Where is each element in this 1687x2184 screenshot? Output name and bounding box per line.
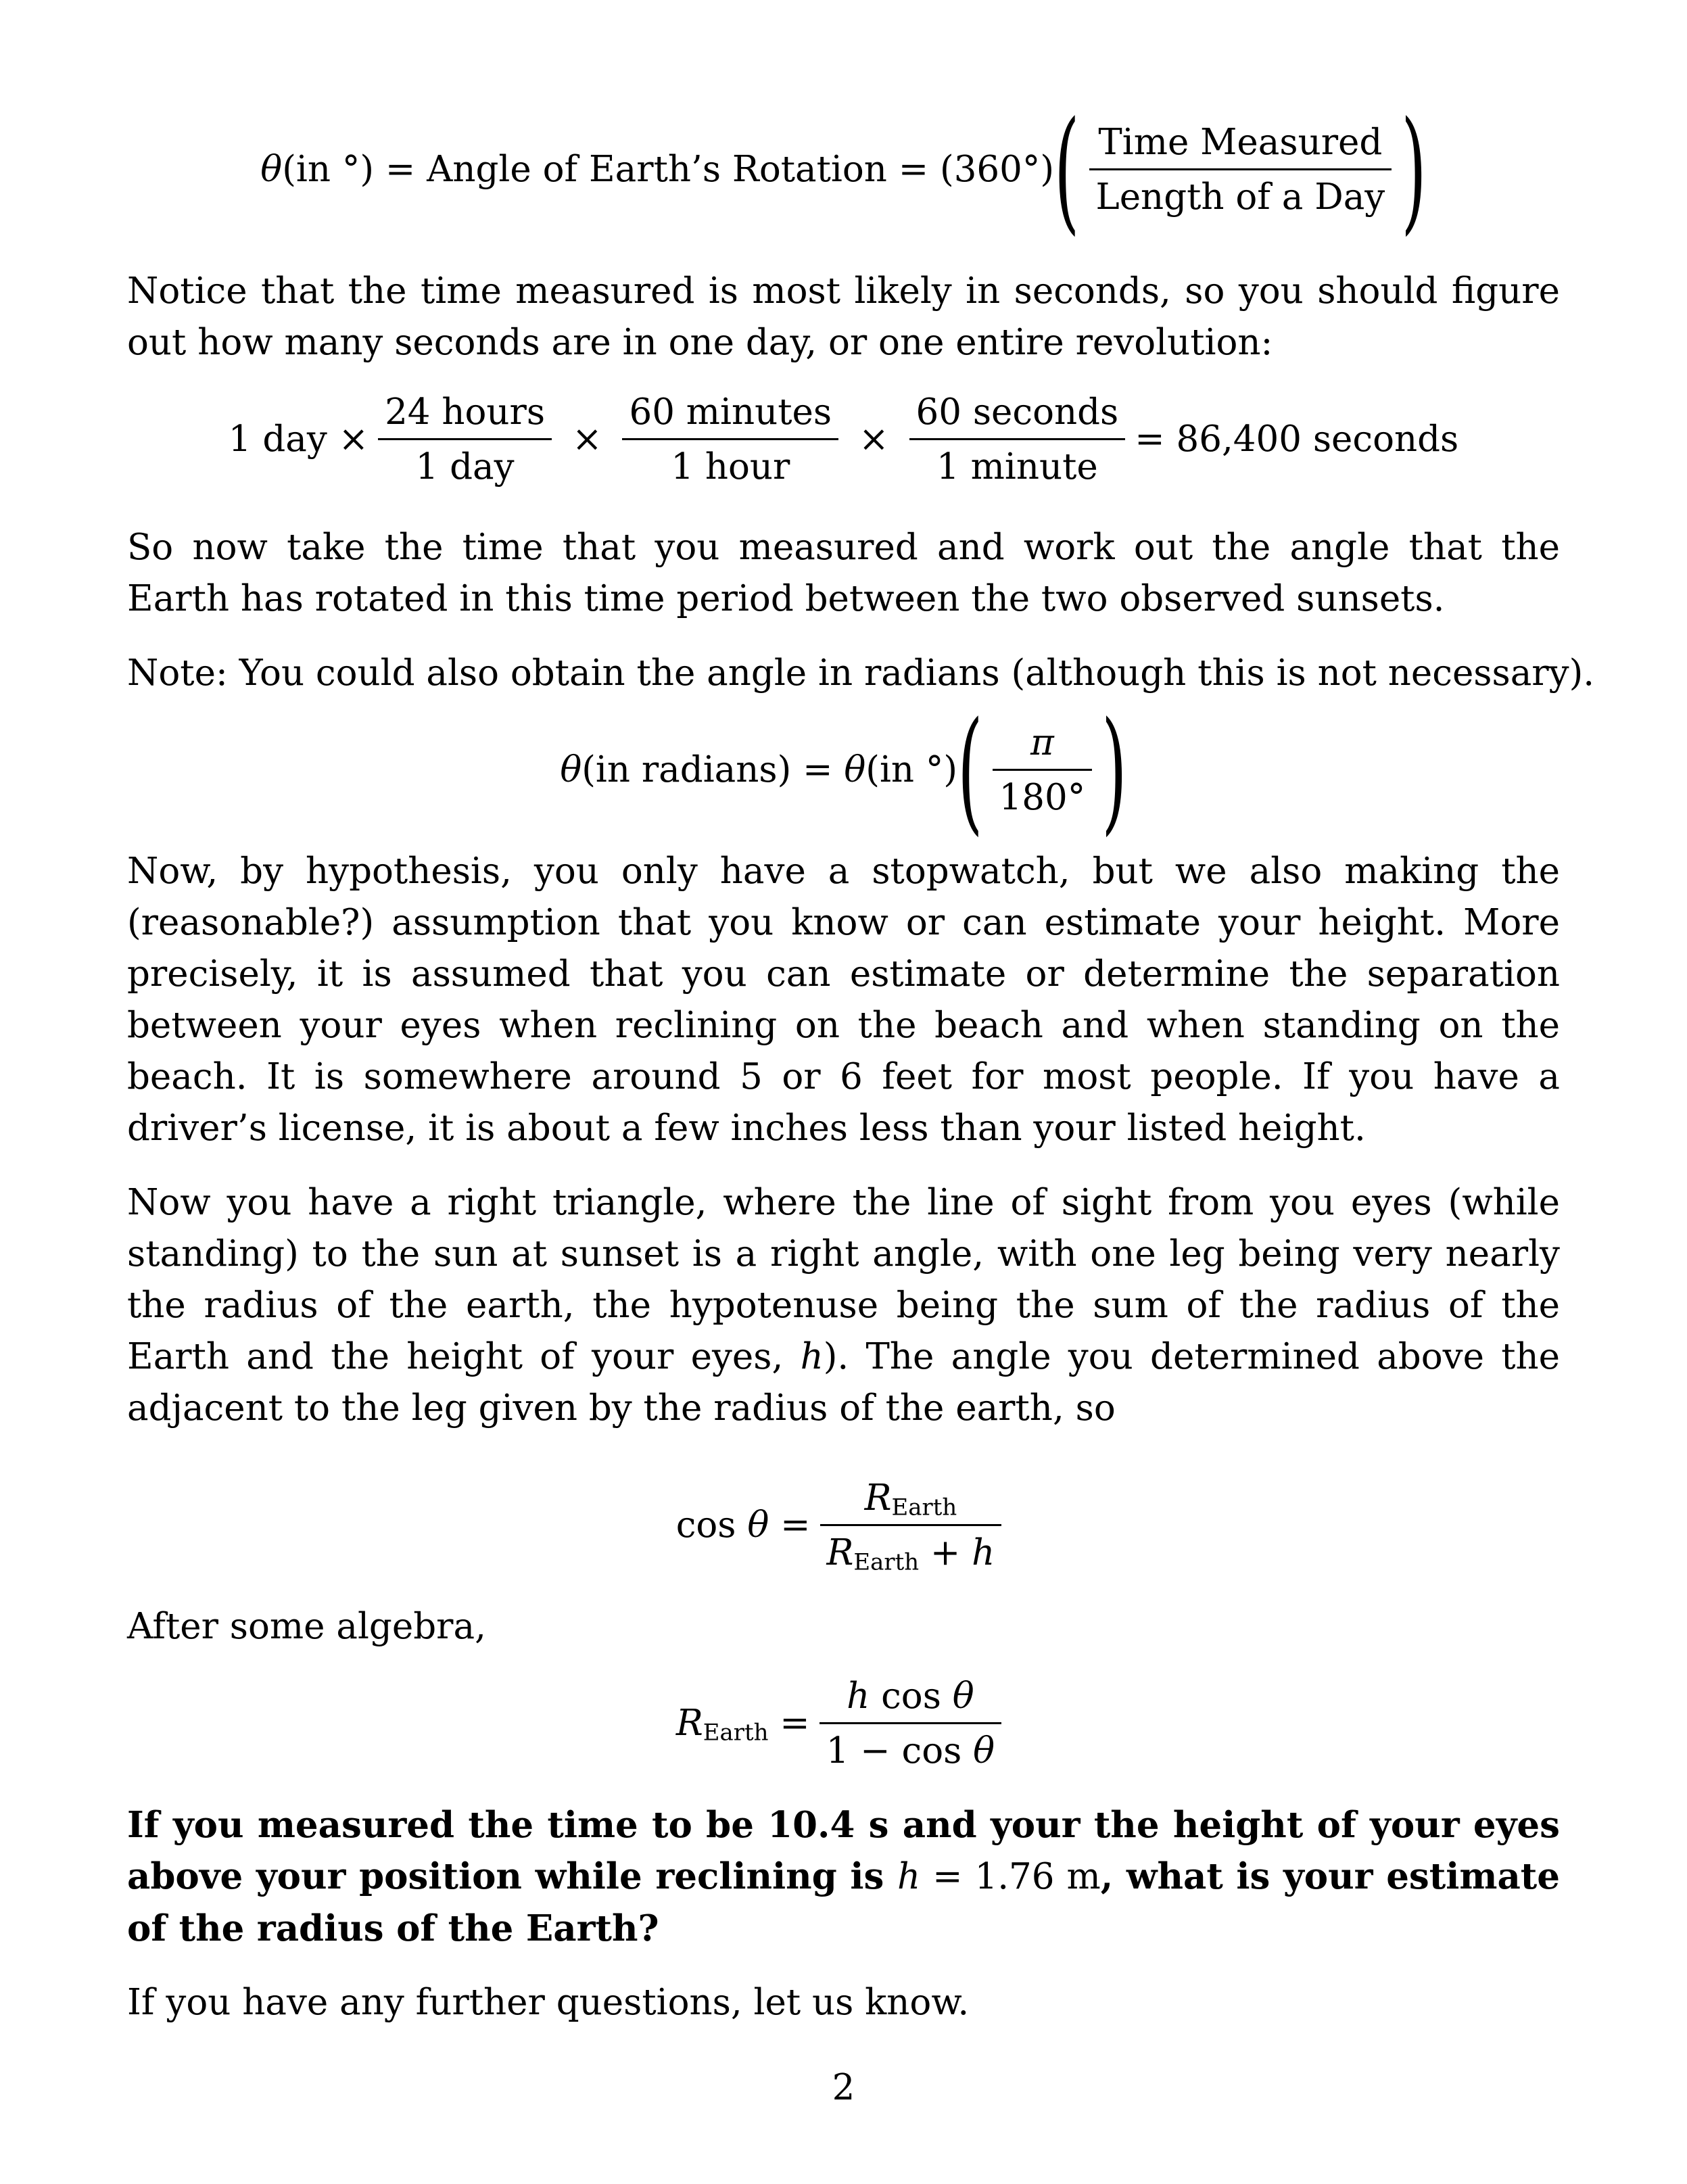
- cos-text: cos: [675, 1504, 748, 1546]
- theta-symbol: θ: [560, 749, 582, 791]
- fraction-time-measured-over-day-length: [1089, 122, 1392, 218]
- pi-symbol: π: [1030, 722, 1054, 763]
- theta-symbol: θ: [747, 1504, 769, 1546]
- eq3-lhs: [560, 748, 957, 792]
- paragraph-work-out-angle: So now take the time that you measured and work out the angle that the Earth has rotated in this time period between the two observed sunsets.: [127, 527, 1560, 619]
- h-symbol: h: [847, 1676, 870, 1717]
- eq3-degrees-text: (in °): [865, 749, 958, 791]
- fraction-numerator: [820, 1477, 1002, 1524]
- fraction-numerator: Time Measured: [1098, 122, 1383, 163]
- R-symbol: R: [864, 1477, 892, 1519]
- earth-subscript: Earth: [853, 1548, 920, 1575]
- fraction-denominator: 1 minute: [909, 438, 1126, 488]
- multiplication-sign: ×: [859, 419, 889, 460]
- theta-symbol: θ: [973, 1730, 995, 1772]
- left-paren: (: [1054, 92, 1080, 248]
- p4-text-b: ). The angle you determined above the adjacent to the leg given by the radius of the earth, so: [127, 1336, 1560, 1429]
- right-paren: ): [1401, 92, 1427, 248]
- R-symbol: R: [675, 1703, 703, 1744]
- fraction-numerator: 60 minutes: [629, 391, 832, 433]
- eq2-result: = 86,400 seconds: [1135, 419, 1459, 460]
- fraction-hours-per-day: [378, 391, 552, 488]
- fraction-hcos-over-one-minus-cos: [819, 1676, 1001, 1772]
- paragraph-closing: If you have any further questions, let us know.: [127, 1982, 970, 2023]
- right-paren: ): [1101, 692, 1127, 849]
- fraction-denominator: Length of a Day: [1089, 168, 1392, 218]
- equation-earth-rotation-angle: [127, 92, 1560, 248]
- eq1-lhs: [260, 147, 1054, 192]
- cos-text: cos: [870, 1676, 953, 1717]
- one-minus-cos-text: 1 − cos: [826, 1730, 974, 1772]
- fraction-pi-over-180: [993, 722, 1093, 819]
- paragraph-notice-seconds: Notice that the time measured is most likely in seconds, so you should figure out how many seconds are in one day, or one entire revolution:: [127, 270, 1560, 363]
- earth-subscript: Earth: [891, 1494, 957, 1521]
- paragraph-note-radians: Note: You could also obtain the angle in radians (although this is not necessary).: [127, 652, 1595, 694]
- left-paren: (: [957, 692, 983, 849]
- multiplication-sign: ×: [572, 419, 602, 460]
- fraction-radius-over-radius-plus-h: [820, 1477, 1002, 1574]
- eq1-lhs-text: (in °) = Angle of Earth’s Rotation = (360°): [282, 149, 1055, 191]
- page-number: 2: [832, 2067, 855, 2108]
- fraction-numerator: 60 seconds: [916, 391, 1119, 433]
- eq2-prefix: 1 day ×: [228, 419, 369, 460]
- fraction-denominator: 1 day: [378, 438, 552, 488]
- fraction-numerator: [819, 1676, 1001, 1722]
- fraction-numerator: [993, 722, 1093, 769]
- equals-sign: =: [768, 1703, 810, 1744]
- earth-subscript: Earth: [703, 1719, 769, 1746]
- page-footer: [127, 2062, 1560, 2114]
- fraction-minutes-per-hour: [622, 391, 838, 488]
- theta-symbol: θ: [844, 749, 866, 791]
- paragraph-stopwatch-hypothesis: Now, by hypothesis, you only have a stopwatch, but we also making the (reasonable?) assumption that you know or can estimate your height. More precisely, it is assumed that you can estimate or determine the separation between your eyes when reclining on the beach and when standing on the beach. It is somewhere around 5 or 6 feet for most people. If you have a driver’s license, it is about a few inches less than your listed height.: [127, 851, 1560, 1149]
- equation-cosine-relation: [127, 1477, 1560, 1574]
- question-text-a: If you measured the time to be 10.4 s and your the height of your eyes above your position while reclining is: [127, 1804, 1560, 1897]
- fraction-denominator: 180°: [993, 769, 1093, 819]
- theta-symbol: θ: [260, 149, 283, 191]
- equation-seconds-per-day: [127, 391, 1560, 488]
- fraction-denominator: [820, 1524, 1002, 1574]
- h-symbol: h: [972, 1532, 995, 1573]
- eq4-lhs: [676, 1503, 811, 1548]
- equals-sign: =: [769, 1504, 811, 1546]
- paragraph-right-triangle: [127, 1177, 1560, 1434]
- h-value-text: = 1.76 m: [920, 1856, 1101, 1897]
- theta-symbol: θ: [952, 1676, 974, 1717]
- paragraph-question-bold: [127, 1799, 1560, 1954]
- plus-sign: +: [919, 1532, 972, 1573]
- p4-text-a: Now you have a right triangle, where the line of sight from you eyes (while standing) to the sun at sunset is a right angle, with one leg being very nearly the radius of the earth, the hypotenuse being the sum of the radius of the Earth and the height of your eyes,: [127, 1182, 1560, 1377]
- fraction-denominator: [819, 1722, 1001, 1772]
- question-text-b: , what is your estimate of the radius of the Earth?: [127, 1855, 1560, 1949]
- equation-earth-radius: [127, 1676, 1560, 1772]
- fraction-seconds-per-minute: [909, 391, 1126, 488]
- h-symbol: h: [897, 1856, 921, 1897]
- equation-radians-conversion: [127, 692, 1560, 849]
- fraction-numerator: 24 hours: [385, 391, 546, 433]
- R-symbol: R: [826, 1532, 854, 1573]
- fraction-denominator: 1 hour: [622, 438, 838, 488]
- h-symbol: h: [800, 1336, 824, 1377]
- paragraph-after-algebra: After some algebra,: [127, 1606, 486, 1647]
- eq5-lhs: [676, 1701, 810, 1746]
- eq3-mid-text: (in radians) =: [581, 749, 845, 791]
